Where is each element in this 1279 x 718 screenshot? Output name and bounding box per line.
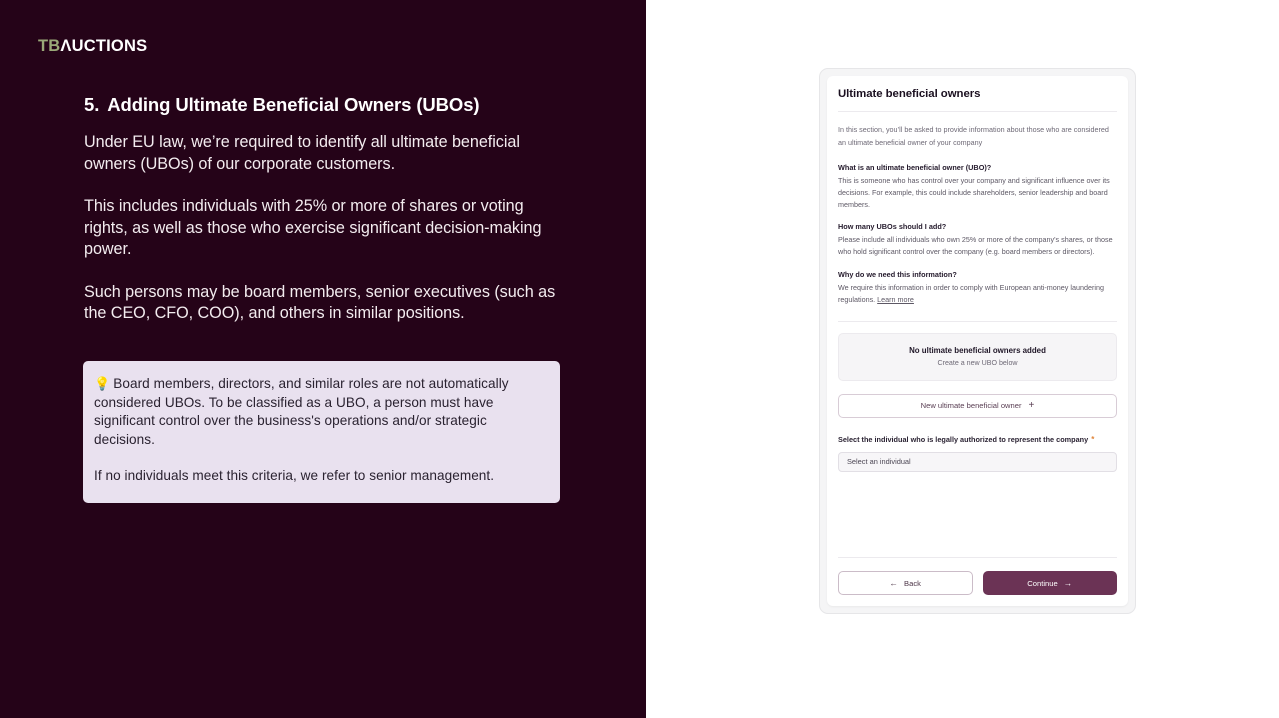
logo-lambda-glyph: Λ [60, 37, 72, 55]
slide-paragraph-3: Such persons may be board members, senior executives (such as the CEO, CFO, COO), and others in similar positions. [84, 282, 556, 322]
new-ubo-button[interactable] [838, 394, 1117, 418]
faq-answer [838, 282, 1117, 306]
tbauctions-logo [38, 36, 147, 56]
ubo-form-card [827, 76, 1128, 606]
callout-paragraph-2: If no individuals meet this criteria, we refer to senior management. [94, 468, 495, 484]
lightbulb-icon: 💡 [94, 376, 111, 391]
callout-paragraph-1 [94, 375, 542, 449]
faq-question: How many UBOs should I add? [838, 222, 947, 232]
right-preview-panel [646, 0, 1279, 718]
footer-divider [838, 557, 1117, 558]
app-screenshot-frame [819, 68, 1136, 614]
faq-answer-text: We require this information in order to comply with European anti-money laundering regulations. [838, 282, 1104, 304]
learn-more-link[interactable]: Learn more [877, 294, 914, 304]
continue-button[interactable] [983, 571, 1118, 595]
slide-body [84, 92, 584, 346]
logo-text-tb: TB [38, 37, 61, 55]
slide-heading [84, 92, 584, 118]
faq-question: What is an ultimate beneficial owner (UBO)? [838, 163, 992, 172]
continue-button-label: Continue [1027, 578, 1058, 588]
individual-select[interactable] [838, 452, 1117, 472]
faq-item-what-is-ubo [838, 162, 1117, 210]
faq-answer: Please include all individuals who own 25% or more of the company's shares, or those who hold significant control over the company (e.g. board members or directors). [838, 235, 1113, 257]
new-ubo-button-label: New ultimate beneficial owner [920, 401, 1022, 411]
back-button[interactable] [838, 571, 973, 595]
faq-question: Why do we need this information? [838, 269, 957, 279]
slide-paragraph-2: This includes individuals with 25% or more of shares or voting rights, as well as those who exercise significant decision-making power. [84, 197, 542, 258]
slide-paragraph-1: Under EU law, we’re required to identify all ultimate beneficial owners (UBOs) of our corporate customers. [84, 133, 520, 173]
required-asterisk: * [1091, 434, 1095, 444]
card-footer-actions [838, 571, 1117, 595]
section-divider [838, 321, 1117, 322]
individual-select-placeholder: Select an individual [847, 457, 911, 467]
plus-icon: + [1028, 399, 1035, 411]
representative-field-label [838, 434, 1117, 446]
ubo-empty-state [838, 333, 1117, 381]
faq-item-how-many-ubos [838, 221, 1117, 258]
logo-text-auctions: UCTIONS [71, 37, 148, 55]
representative-label-text: Select the individual who is legally authorized to represent the company [838, 434, 1089, 444]
slide-heading-text: Adding Ultimate Beneficial Owners (UBOs) [107, 94, 480, 115]
empty-state-subtitle: Create a new UBO below [937, 358, 1018, 367]
card-spacer [838, 472, 1117, 557]
card-intro-text: In this section, you’ll be asked to provide information about those who are considered an ultimate beneficial owner of your company [838, 125, 1109, 147]
callout-text-1: Board members, directors, and similar roles are not automatically considered UBOs. To be classified as a UBO, a person must have significant control over the business's operations and/or strategic decisions. [94, 376, 509, 447]
slide-number: 5. [84, 94, 100, 115]
callout-box [83, 361, 560, 503]
arrow-left-icon: ← [889, 577, 899, 588]
empty-state-title: No ultimate beneficial owners added [909, 345, 1046, 355]
faq-answer: This is someone who has control over your company and significant influence over its decisions. For example, this could include shareholders, senior leadership and board members. [838, 176, 1110, 209]
faq-item-why-needed [838, 269, 1117, 306]
back-button-label: Back [904, 578, 921, 588]
arrow-right-icon: → [1063, 577, 1073, 588]
card-title: Ultimate beneficial owners [838, 88, 1117, 112]
